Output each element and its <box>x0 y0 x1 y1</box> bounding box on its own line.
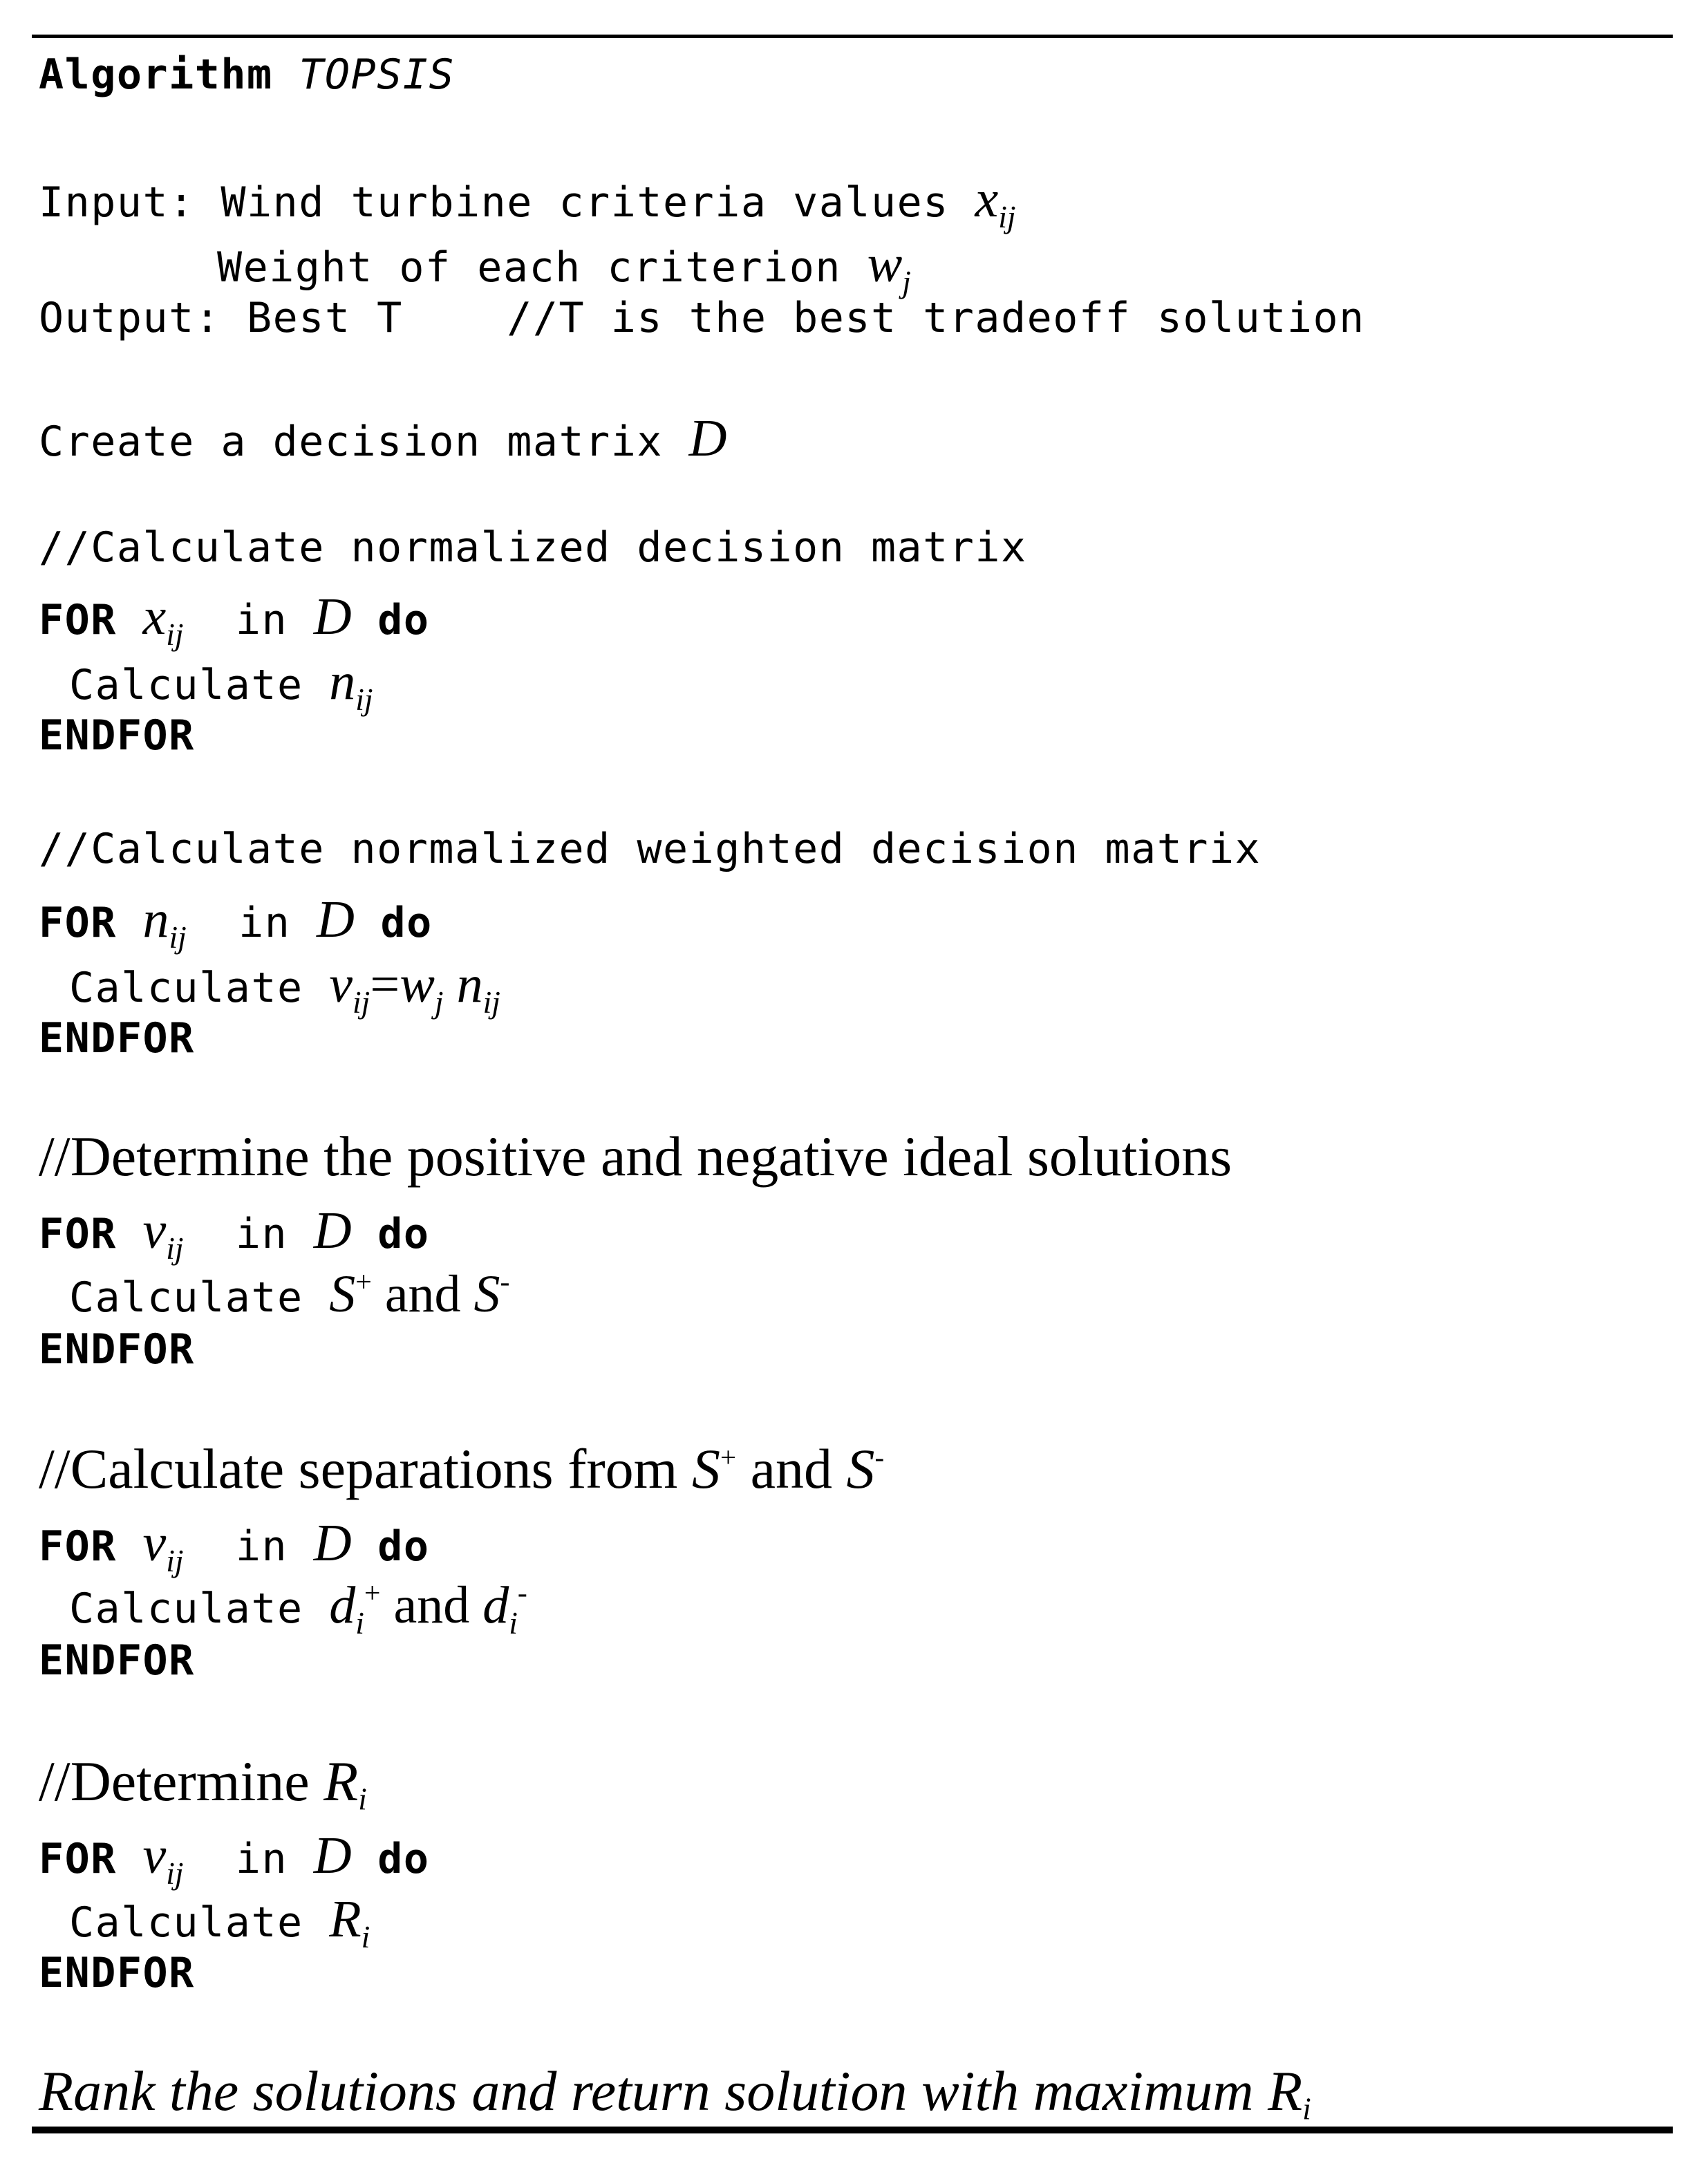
section-1-endfor: ENDFOR <box>39 711 195 760</box>
create-text: Create a decision matrix <box>39 418 689 466</box>
section-1-for: FOR $x_{ij}$ in D do <box>39 588 430 652</box>
section-1-comment: //Calculate normalized decision matrix <box>39 523 1027 572</box>
output-label: Output: <box>39 294 247 342</box>
input-1-text: Wind turbine criteria values <box>220 178 975 227</box>
input-line-2 <box>217 235 911 299</box>
section-5-for: FOR $v_{ij}$ in D do <box>39 1826 430 1891</box>
section-3-body: Calculate S+ and S- <box>69 1265 510 1323</box>
algorithm-keyword: Algorithm <box>39 50 273 99</box>
section-1-body: Calculate $n_{ij}$ <box>69 653 373 717</box>
top-rule <box>32 35 1673 38</box>
input-label: Input: <box>39 178 221 227</box>
section-2-body: Calculate $v_{ij}=w_j$ $n_{ij}$ <box>69 955 500 1020</box>
input-line-1 <box>39 170 1016 234</box>
section-4-for: FOR $v_{ij}$ in D do <box>39 1514 430 1578</box>
section-3-for: FOR $v_{ij}$ in D do <box>39 1202 430 1266</box>
section-4-comment: //Calculate separations from S+ and S- <box>39 1437 885 1500</box>
output-value: Best T //T is the best tradeoff solution <box>246 294 1365 342</box>
final-statement: Rank the solutions and return solution with maximum $R_i$ <box>39 2059 1311 2127</box>
section-5-body: Calculate $R_i$ <box>69 1890 370 1954</box>
section-5-endfor: ENDFOR <box>39 1949 195 1997</box>
output-line <box>39 294 1365 342</box>
section-5-comment: //Determine $R_i$ <box>39 1750 367 1817</box>
section-2-endfor: ENDFOR <box>39 1014 195 1063</box>
input-2-text: Weight of each criterion <box>217 243 867 292</box>
algorithm-title <box>39 50 455 99</box>
algorithm-name: TOPSIS <box>299 50 455 99</box>
bottom-rule <box>32 2127 1673 2133</box>
input-2-var: $w_j$ <box>867 235 911 299</box>
section-4-body: Calculate $d_i^+$ and $d_i^-$ <box>69 1576 527 1641</box>
create-matrix-line <box>39 409 727 467</box>
section-4-endfor: ENDFOR <box>39 1636 195 1685</box>
input-1-var: $x_{ij}$ <box>975 170 1016 234</box>
create-var: D <box>688 409 727 467</box>
section-2-for: FOR $n_{ij}$ in D do <box>39 890 433 955</box>
section-3-comment: //Determine the positive and negative ideal solutions <box>39 1125 1232 1188</box>
section-3-endfor: ENDFOR <box>39 1325 195 1374</box>
section-2-comment: //Calculate normalized weighted decision matrix <box>39 825 1261 873</box>
